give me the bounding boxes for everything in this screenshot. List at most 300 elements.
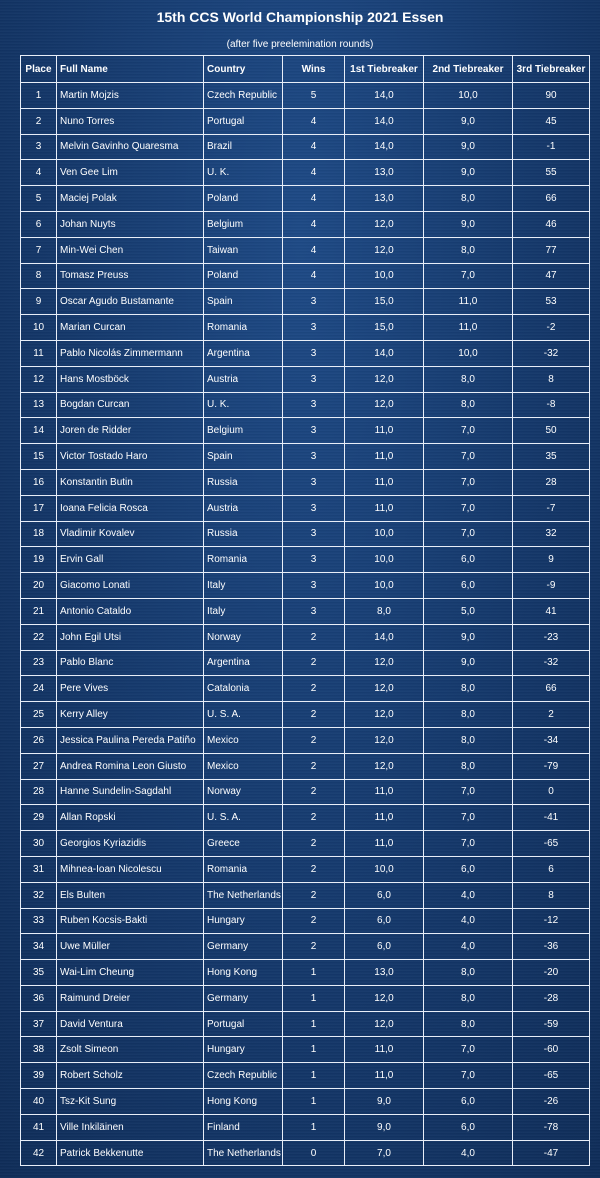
tiebreaker-1-cell: 14,0 [345, 624, 424, 650]
full-name-cell: Ven Gee Lim [57, 160, 204, 186]
place-cell: 27 [21, 753, 57, 779]
table-row [21, 650, 590, 676]
country-cell: Poland [204, 186, 283, 212]
place-cell: 21 [21, 598, 57, 624]
tiebreaker-3-cell: -32 [513, 340, 590, 366]
tiebreaker-2-cell: 8,0 [424, 237, 513, 263]
country-cell: Spain [204, 289, 283, 315]
full-name-cell: Ruben Kocsis-Bakti [57, 908, 204, 934]
wins-cell: 3 [283, 547, 345, 573]
wins-cell: 3 [283, 573, 345, 599]
country-cell: Austria [204, 495, 283, 521]
tiebreaker-3-cell: 66 [513, 676, 590, 702]
full-name-cell: Ioana Felicia Rosca [57, 495, 204, 521]
tiebreaker-3-cell: -78 [513, 1114, 590, 1140]
wins-cell: 1 [283, 1063, 345, 1089]
tiebreaker-2-cell: 7,0 [424, 1063, 513, 1089]
country-cell: Spain [204, 444, 283, 470]
country-cell: Hungary [204, 1037, 283, 1063]
header-full-name: Full Name [57, 56, 204, 83]
wins-cell: 2 [283, 702, 345, 728]
page-title: 15th CCS World Championship 2021 Essen [156, 9, 444, 25]
full-name-cell: Pablo Nicolás Zimmermann [57, 340, 204, 366]
tiebreaker-1-cell: 12,0 [345, 676, 424, 702]
tiebreaker-3-cell: 8 [513, 366, 590, 392]
tiebreaker-1-cell: 11,0 [345, 469, 424, 495]
tiebreaker-1-cell: 11,0 [345, 418, 424, 444]
tiebreaker-2-cell: 10,0 [424, 340, 513, 366]
place-cell: 13 [21, 392, 57, 418]
header-tiebreaker-1: 1st Tiebreaker [345, 56, 424, 83]
wins-cell: 4 [283, 237, 345, 263]
place-cell: 40 [21, 1089, 57, 1115]
full-name-cell: Jessica Paulina Pereda Patiño [57, 727, 204, 753]
place-cell: 33 [21, 908, 57, 934]
place-cell: 26 [21, 727, 57, 753]
tiebreaker-3-cell: -59 [513, 1011, 590, 1037]
country-cell: Taiwan [204, 237, 283, 263]
tiebreaker-1-cell: 6,0 [345, 908, 424, 934]
table-row [21, 211, 590, 237]
table-row [21, 495, 590, 521]
country-cell: Germany [204, 985, 283, 1011]
country-cell: Romania [204, 547, 283, 573]
tiebreaker-2-cell: 10,0 [424, 83, 513, 109]
country-cell: Romania [204, 315, 283, 341]
full-name-cell: Tsz-Kit Sung [57, 1089, 204, 1115]
tiebreaker-2-cell: 7,0 [424, 495, 513, 521]
tiebreaker-1-cell: 14,0 [345, 134, 424, 160]
header-row [21, 56, 590, 83]
tiebreaker-1-cell: 7,0 [345, 1140, 424, 1166]
tiebreaker-3-cell: 28 [513, 469, 590, 495]
tiebreaker-1-cell: 13,0 [345, 186, 424, 212]
tiebreaker-1-cell: 13,0 [345, 960, 424, 986]
place-cell: 20 [21, 573, 57, 599]
country-cell: The Netherlands [204, 1140, 283, 1166]
tiebreaker-1-cell: 11,0 [345, 779, 424, 805]
table-row [21, 985, 590, 1011]
tiebreaker-2-cell: 7,0 [424, 779, 513, 805]
tiebreaker-3-cell: 35 [513, 444, 590, 470]
tiebreaker-1-cell: 12,0 [345, 753, 424, 779]
country-cell: Russia [204, 469, 283, 495]
table-row [21, 882, 590, 908]
table-row [21, 418, 590, 444]
place-cell: 28 [21, 779, 57, 805]
full-name-cell: Wai-Lim Cheung [57, 960, 204, 986]
tiebreaker-2-cell: 8,0 [424, 366, 513, 392]
place-cell: 30 [21, 831, 57, 857]
table-row [21, 779, 590, 805]
tiebreaker-2-cell: 8,0 [424, 960, 513, 986]
table-row [21, 1114, 590, 1140]
tiebreaker-3-cell: 47 [513, 263, 590, 289]
place-cell: 35 [21, 960, 57, 986]
country-cell: Brazil [204, 134, 283, 160]
country-cell: Finland [204, 1114, 283, 1140]
full-name-cell: Oscar Agudo Bustamante [57, 289, 204, 315]
place-cell: 36 [21, 985, 57, 1011]
place-cell: 7 [21, 237, 57, 263]
tiebreaker-1-cell: 12,0 [345, 650, 424, 676]
table-row [21, 444, 590, 470]
full-name-cell: Els Bulten [57, 882, 204, 908]
full-name-cell: Johan Nuyts [57, 211, 204, 237]
tiebreaker-3-cell: -32 [513, 650, 590, 676]
full-name-cell: Andrea Romina Leon Giusto [57, 753, 204, 779]
place-cell: 31 [21, 856, 57, 882]
wins-cell: 2 [283, 753, 345, 779]
table-row [21, 831, 590, 857]
tiebreaker-3-cell: 90 [513, 83, 590, 109]
table-row [21, 1037, 590, 1063]
table-row [21, 727, 590, 753]
full-name-cell: Georgios Kyriazidis [57, 831, 204, 857]
table-body [21, 83, 590, 1166]
wins-cell: 2 [283, 727, 345, 753]
place-cell: 32 [21, 882, 57, 908]
wins-cell: 3 [283, 444, 345, 470]
place-cell: 10 [21, 315, 57, 341]
tiebreaker-3-cell: -12 [513, 908, 590, 934]
header-tiebreaker-2: 2nd Tiebreaker [424, 56, 513, 83]
wins-cell: 4 [283, 108, 345, 134]
tiebreaker-2-cell: 7,0 [424, 418, 513, 444]
place-cell: 39 [21, 1063, 57, 1089]
full-name-cell: Vladimir Kovalev [57, 521, 204, 547]
full-name-cell: David Ventura [57, 1011, 204, 1037]
wins-cell: 3 [283, 469, 345, 495]
wins-cell: 3 [283, 315, 345, 341]
tiebreaker-1-cell: 10,0 [345, 521, 424, 547]
table-row [21, 676, 590, 702]
tiebreaker-1-cell: 10,0 [345, 573, 424, 599]
wins-cell: 2 [283, 856, 345, 882]
tiebreaker-1-cell: 11,0 [345, 1063, 424, 1089]
place-cell: 11 [21, 340, 57, 366]
table-row [21, 134, 590, 160]
header-wins: Wins [283, 56, 345, 83]
place-cell: 9 [21, 289, 57, 315]
tiebreaker-1-cell: 12,0 [345, 237, 424, 263]
tiebreaker-2-cell: 6,0 [424, 1089, 513, 1115]
place-cell: 2 [21, 108, 57, 134]
tiebreaker-3-cell: 32 [513, 521, 590, 547]
place-cell: 37 [21, 1011, 57, 1037]
tiebreaker-3-cell: -34 [513, 727, 590, 753]
page-subtitle: (after five preelemination rounds) [226, 39, 374, 50]
wins-cell: 0 [283, 1140, 345, 1166]
tiebreaker-2-cell: 4,0 [424, 908, 513, 934]
place-cell: 23 [21, 650, 57, 676]
tiebreaker-2-cell: 8,0 [424, 1011, 513, 1037]
full-name-cell: Giacomo Lonati [57, 573, 204, 599]
table-row [21, 108, 590, 134]
tiebreaker-1-cell: 10,0 [345, 856, 424, 882]
country-cell: Catalonia [204, 676, 283, 702]
tiebreaker-2-cell: 11,0 [424, 289, 513, 315]
wins-cell: 3 [283, 392, 345, 418]
tiebreaker-2-cell: 7,0 [424, 831, 513, 857]
tiebreaker-1-cell: 11,0 [345, 805, 424, 831]
table-row [21, 366, 590, 392]
country-cell: Hong Kong [204, 1089, 283, 1115]
wins-cell: 1 [283, 1011, 345, 1037]
tiebreaker-2-cell: 8,0 [424, 186, 513, 212]
tiebreaker-3-cell: 0 [513, 779, 590, 805]
full-name-cell: Bogdan Curcan [57, 392, 204, 418]
place-cell: 6 [21, 211, 57, 237]
tiebreaker-3-cell: 53 [513, 289, 590, 315]
country-cell: Romania [204, 856, 283, 882]
wins-cell: 2 [283, 882, 345, 908]
place-cell: 14 [21, 418, 57, 444]
tiebreaker-1-cell: 12,0 [345, 702, 424, 728]
country-cell: Argentina [204, 340, 283, 366]
tiebreaker-2-cell: 6,0 [424, 547, 513, 573]
tiebreaker-2-cell: 4,0 [424, 1140, 513, 1166]
place-cell: 18 [21, 521, 57, 547]
tiebreaker-2-cell: 9,0 [424, 650, 513, 676]
place-cell: 3 [21, 134, 57, 160]
country-cell: Portugal [204, 108, 283, 134]
tiebreaker-3-cell: -20 [513, 960, 590, 986]
wins-cell: 1 [283, 1089, 345, 1115]
tiebreaker-2-cell: 7,0 [424, 263, 513, 289]
country-cell: Czech Republic [204, 83, 283, 109]
place-cell: 19 [21, 547, 57, 573]
tiebreaker-1-cell: 13,0 [345, 160, 424, 186]
tiebreaker-3-cell: 50 [513, 418, 590, 444]
tiebreaker-2-cell: 9,0 [424, 134, 513, 160]
tiebreaker-3-cell: 8 [513, 882, 590, 908]
wins-cell: 2 [283, 805, 345, 831]
country-cell: U. S. A. [204, 702, 283, 728]
tiebreaker-2-cell: 7,0 [424, 521, 513, 547]
place-cell: 8 [21, 263, 57, 289]
tiebreaker-1-cell: 10,0 [345, 263, 424, 289]
full-name-cell: Konstantin Butin [57, 469, 204, 495]
tiebreaker-1-cell: 12,0 [345, 211, 424, 237]
place-cell: 12 [21, 366, 57, 392]
wins-cell: 1 [283, 1114, 345, 1140]
place-cell: 29 [21, 805, 57, 831]
country-cell: Austria [204, 366, 283, 392]
tiebreaker-1-cell: 10,0 [345, 547, 424, 573]
tiebreaker-1-cell: 12,0 [345, 392, 424, 418]
wins-cell: 2 [283, 934, 345, 960]
table-row [21, 598, 590, 624]
tiebreaker-2-cell: 7,0 [424, 444, 513, 470]
full-name-cell: Martin Mojzis [57, 83, 204, 109]
tiebreaker-2-cell: 4,0 [424, 882, 513, 908]
tiebreaker-2-cell: 9,0 [424, 211, 513, 237]
wins-cell: 4 [283, 160, 345, 186]
tiebreaker-2-cell: 5,0 [424, 598, 513, 624]
tiebreaker-2-cell: 8,0 [424, 753, 513, 779]
place-cell: 38 [21, 1037, 57, 1063]
table-row [21, 702, 590, 728]
table-row [21, 340, 590, 366]
tiebreaker-1-cell: 11,0 [345, 495, 424, 521]
wins-cell: 4 [283, 263, 345, 289]
country-cell: Mexico [204, 753, 283, 779]
country-cell: Italy [204, 598, 283, 624]
table-row [21, 160, 590, 186]
place-cell: 4 [21, 160, 57, 186]
tiebreaker-1-cell: 12,0 [345, 1011, 424, 1037]
country-cell: Italy [204, 573, 283, 599]
place-cell: 24 [21, 676, 57, 702]
tiebreaker-2-cell: 8,0 [424, 727, 513, 753]
country-cell: U. K. [204, 160, 283, 186]
table-row [21, 547, 590, 573]
header-tiebreaker-3: 3rd Tiebreaker [513, 56, 590, 83]
tiebreaker-3-cell: -8 [513, 392, 590, 418]
country-cell: Norway [204, 779, 283, 805]
tiebreaker-1-cell: 12,0 [345, 366, 424, 392]
tiebreaker-3-cell: 77 [513, 237, 590, 263]
place-cell: 42 [21, 1140, 57, 1166]
tiebreaker-2-cell: 7,0 [424, 1037, 513, 1063]
header-country: Country [204, 56, 283, 83]
table-row [21, 186, 590, 212]
table-row [21, 573, 590, 599]
full-name-cell: Hanne Sundelin-Sagdahl [57, 779, 204, 805]
tiebreaker-1-cell: 9,0 [345, 1114, 424, 1140]
country-cell: U. S. A. [204, 805, 283, 831]
tiebreaker-2-cell: 7,0 [424, 805, 513, 831]
tiebreaker-1-cell: 15,0 [345, 289, 424, 315]
country-cell: The Netherlands [204, 882, 283, 908]
country-cell: Mexico [204, 727, 283, 753]
full-name-cell: Maciej Polak [57, 186, 204, 212]
full-name-cell: Ville Inkiläinen [57, 1114, 204, 1140]
full-name-cell: Min-Wei Chen [57, 237, 204, 263]
full-name-cell: Ervin Gall [57, 547, 204, 573]
table-row [21, 1011, 590, 1037]
place-cell: 34 [21, 934, 57, 960]
table-row [21, 392, 590, 418]
tiebreaker-1-cell: 12,0 [345, 985, 424, 1011]
full-name-cell: Joren de Ridder [57, 418, 204, 444]
tiebreaker-3-cell: -47 [513, 1140, 590, 1166]
full-name-cell: Mihnea-Ioan Nicolescu [57, 856, 204, 882]
wins-cell: 2 [283, 831, 345, 857]
country-cell: U. K. [204, 392, 283, 418]
tiebreaker-3-cell: -23 [513, 624, 590, 650]
table-row [21, 856, 590, 882]
tiebreaker-3-cell: -60 [513, 1037, 590, 1063]
tiebreaker-3-cell: -26 [513, 1089, 590, 1115]
wins-cell: 2 [283, 624, 345, 650]
tiebreaker-1-cell: 14,0 [345, 83, 424, 109]
wins-cell: 3 [283, 521, 345, 547]
place-cell: 16 [21, 469, 57, 495]
place-cell: 15 [21, 444, 57, 470]
wins-cell: 3 [283, 495, 345, 521]
tiebreaker-3-cell: 9 [513, 547, 590, 573]
full-name-cell: Pablo Blanc [57, 650, 204, 676]
tiebreaker-1-cell: 14,0 [345, 340, 424, 366]
tiebreaker-2-cell: 9,0 [424, 108, 513, 134]
tiebreaker-3-cell: -28 [513, 985, 590, 1011]
table-row [21, 521, 590, 547]
tiebreaker-3-cell: -9 [513, 573, 590, 599]
tiebreaker-3-cell: 6 [513, 856, 590, 882]
wins-cell: 3 [283, 340, 345, 366]
table-row [21, 1140, 590, 1166]
table-row [21, 1089, 590, 1115]
place-cell: 25 [21, 702, 57, 728]
country-cell: Czech Republic [204, 1063, 283, 1089]
full-name-cell: John Egil Utsi [57, 624, 204, 650]
full-name-cell: Hans Mostböck [57, 366, 204, 392]
table-row [21, 1063, 590, 1089]
wins-cell: 2 [283, 779, 345, 805]
wins-cell: 3 [283, 289, 345, 315]
place-cell: 22 [21, 624, 57, 650]
tiebreaker-3-cell: 45 [513, 108, 590, 134]
tiebreaker-2-cell: 8,0 [424, 392, 513, 418]
tiebreaker-2-cell: 6,0 [424, 1114, 513, 1140]
place-cell: 1 [21, 83, 57, 109]
wins-cell: 3 [283, 366, 345, 392]
tiebreaker-3-cell: -79 [513, 753, 590, 779]
wins-cell: 3 [283, 418, 345, 444]
tiebreaker-2-cell: 6,0 [424, 573, 513, 599]
tiebreaker-3-cell: -65 [513, 1063, 590, 1089]
full-name-cell: Tomasz Preuss [57, 263, 204, 289]
place-cell: 41 [21, 1114, 57, 1140]
table-row [21, 289, 590, 315]
tiebreaker-3-cell: -41 [513, 805, 590, 831]
tiebreaker-2-cell: 9,0 [424, 160, 513, 186]
place-cell: 5 [21, 186, 57, 212]
table-row [21, 624, 590, 650]
table-row [21, 263, 590, 289]
country-cell: Belgium [204, 418, 283, 444]
tiebreaker-1-cell: 15,0 [345, 315, 424, 341]
tiebreaker-1-cell: 14,0 [345, 108, 424, 134]
tiebreaker-2-cell: 9,0 [424, 624, 513, 650]
table-row [21, 908, 590, 934]
table-row [21, 960, 590, 986]
table-row [21, 469, 590, 495]
standings-table [20, 55, 590, 1166]
full-name-cell: Uwe Müller [57, 934, 204, 960]
table-row [21, 83, 590, 109]
country-cell: Hong Kong [204, 960, 283, 986]
tiebreaker-1-cell: 6,0 [345, 882, 424, 908]
table-header [21, 56, 590, 83]
wins-cell: 2 [283, 676, 345, 702]
full-name-cell: Antonio Cataldo [57, 598, 204, 624]
tiebreaker-2-cell: 4,0 [424, 934, 513, 960]
wins-cell: 4 [283, 134, 345, 160]
wins-cell: 3 [283, 598, 345, 624]
tiebreaker-1-cell: 11,0 [345, 444, 424, 470]
tiebreaker-2-cell: 6,0 [424, 856, 513, 882]
full-name-cell: Victor Tostado Haro [57, 444, 204, 470]
full-name-cell: Allan Ropski [57, 805, 204, 831]
full-name-cell: Patrick Bekkenutte [57, 1140, 204, 1166]
tiebreaker-1-cell: 12,0 [345, 727, 424, 753]
wins-cell: 4 [283, 211, 345, 237]
header-place: Place [21, 56, 57, 83]
table-row [21, 753, 590, 779]
